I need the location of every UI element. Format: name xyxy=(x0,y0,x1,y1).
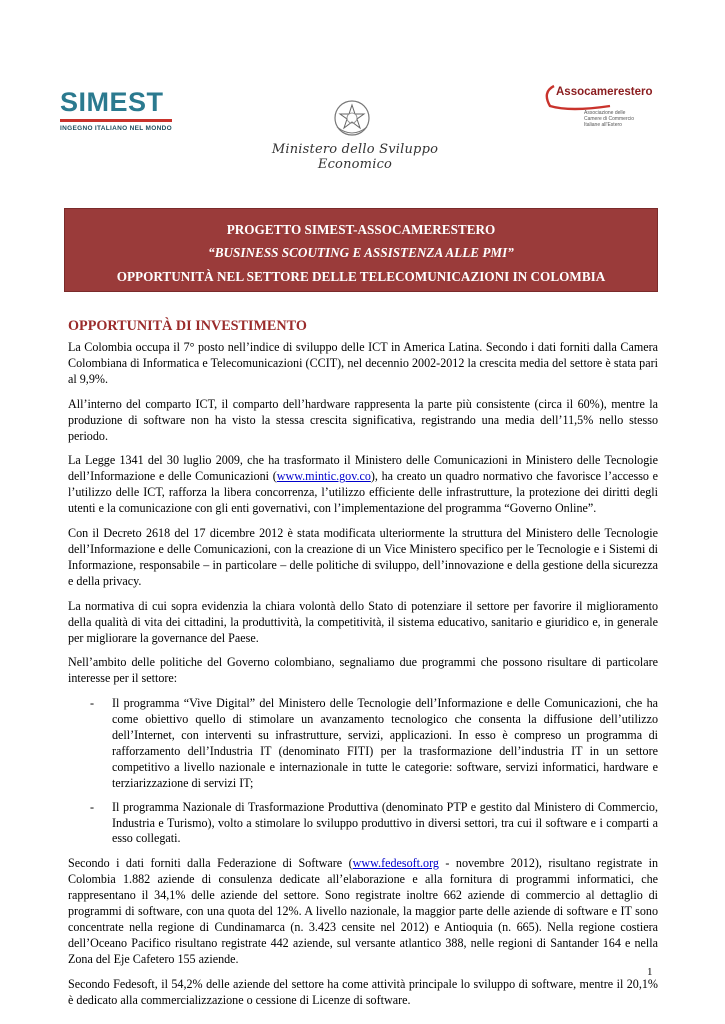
simest-logo-tagline: INGEGNO ITALIANO NEL MONDO xyxy=(60,125,172,132)
banner-project-title: PROGETTO SIMEST-ASSOCAMERESTERO xyxy=(226,222,496,237)
fedesoft-link[interactable]: www.fedesoft.org xyxy=(352,856,439,871)
list-item-text: Il programma “Vive Digital” del Ministero delle Tecnologie dell’Informazione e delle Comunicazioni, che ha come obiettivo quello di stimolare un avanzamento tecnologico che consenta la diffusione dell’utilizzo dell’Internet, con interventi su infrastrutture, servizi, applicazioni. In esso è compreso un programma di rafforzamento dell’Industria IT (denominato FITI) per la trasformazione dell’industria IT in un settore competitivo a livello nazionale e internazionale in tutte le categorie: software, servizi informatici, hardware e terziarizzazione di servizi IT; xyxy=(112,696,658,790)
simest-logo xyxy=(60,88,180,132)
paragraph-3-text-a: La Legge 1341 del 30 luglio 2009, che ha trasformato il Ministero delle Comunicazioni in Ministero delle Tecnologie dell’Informazione e delle Comunicazioni ( xyxy=(68,453,658,484)
document-body xyxy=(68,318,658,1018)
simest-logo-bar xyxy=(60,119,172,122)
paragraph-4: Con il Decreto 2618 del 17 dicembre 2012 è stata modificata ulteriormente la struttura del Ministero delle Tecnologie dell’Informazione e delle Comunicazioni, con la creazione di un Vice Ministero specifico per le Tecnologie e i Sistemi di Informazione, responsabile – in particolare – delle politiche di sviluppo, dell’innovazione e della gestione della sicurezza e della privacy. xyxy=(68,526,658,588)
title-banner xyxy=(64,208,658,292)
page-number: 1 xyxy=(647,966,653,978)
paragraph-3-text-b: ), ha creato un quadro normativo che favorisce l’accesso e l’utilizzo delle ICT, rafforza la libera concorrenza, l’utilizzo efficiente delle infrastrutture, la protezione dei diritti degli utenti e la comunicazione con gli enti governativi, con l’implementazione del programma “Governo Online”. xyxy=(68,469,659,516)
list-item xyxy=(68,800,658,848)
paragraph-5: La normativa di cui sopra evidenzia la chiara volontà dello Stato di potenziare il settore per favorire il miglioramento della qualità di vita dei cittadini, la produttività, la competitività, il sistema educativo, sanitario e giuridico e, in generale per migliorare la governance del Paese. xyxy=(68,598,658,645)
paragraph-1: La Colombia occupa il 7° posto nell’indice di sviluppo delle ICT in America Latina. Secondo i dati forniti dalla Camera Colombiana di Informatica e Telecomunicazioni (CCIT), nel decennio 2002-2012 la crescita media del settore è stata pari al 9,9%. xyxy=(68,340,658,386)
simest-logo-wordmark: SIMEST xyxy=(60,87,164,117)
assocamerestero-logo xyxy=(540,82,653,142)
paragraph-7-text-a: Secondo i dati forniti dalla Federazione di Software ( xyxy=(68,856,353,871)
bullet-dash: - xyxy=(90,696,95,711)
programs-list xyxy=(68,696,658,847)
italian-republic-emblem-icon xyxy=(331,97,373,139)
paragraph-7-text-b: - novembre 2012), risultano registrate in Colombia 1.882 aziende di consulenza dedicate all’elaborazione e alla fornitura di programmi informatici, che rappresentano il 34,1% delle aziende del settore. Sono registrate inoltre 662 aziende di commercio al dettaglio di programmi di software, con una quota del 12%. A livello nazionale, la maggior parte delle aziende di software e IT sono concentrate nella regione di Cundinamarca (n. 3.423 censite nel 2012) e Antioquia (n. 665). Nella regione costiera dell’Oceano Pacifico risultano registrate 442 aziende, sul versante atlantico 388, nelle regioni di Santander 164 e nella Zona del Eje Cafetero 155 aziende. xyxy=(68,856,658,966)
list-item xyxy=(68,696,658,791)
paragraph-3 xyxy=(68,453,658,517)
ministry-name: Ministero dello Sviluppo Economico xyxy=(271,142,439,172)
assocamerestero-subtext: Associazione delle Camere di Commercio Italiane all'Estero xyxy=(584,110,635,128)
paragraph-6: Nell’ambito delle politiche del Governo colombiano, segnaliamo due programmi che possono risultare di particolare interesse per il settore: xyxy=(68,655,658,686)
paragraph-7 xyxy=(68,856,658,967)
assocamerestero-wordmark: Assocamerestero xyxy=(556,86,653,98)
paragraph-2: All’interno del comparto ICT, il comparto dell’hardware rappresenta la parte più consistente (circa il 60%), mentre la produzione di software non ha visto la stessa crescita significativa, registrando una media dell’11,5% nello stesso periodo. xyxy=(68,396,658,443)
banner-subtitle: “BUSINESS SCOUTING E ASSISTENZA ALLE PMI” xyxy=(208,245,514,260)
mintic-link[interactable]: www.mintic.gov.co xyxy=(276,469,371,484)
paragraph-8: Secondo Fedesoft, il 54,2% delle aziende del settore ha come attività principale lo sviluppo di software, mentre il 20,1% è dedicato alla commercializzazione o cessione di Licenze di software. xyxy=(68,976,658,1007)
bullet-dash: - xyxy=(90,799,95,814)
list-item-text: Il programma Nazionale di Trasformazione Produttiva (denominato PTP e gestito dal Ministero di Commercio, Industria e Turismo), volto a stimolare lo sviluppo produttivo in diversi settori, tra cui il software e i comparti a esso collegati. xyxy=(112,799,658,846)
banner-topic: OPPORTUNITÀ NEL SETTORE DELLE TELECOMUNICAZIONI IN COLOMBIA xyxy=(116,269,606,284)
section-heading: OPPORTUNITÀ DI INVESTIMENTO xyxy=(68,318,307,334)
